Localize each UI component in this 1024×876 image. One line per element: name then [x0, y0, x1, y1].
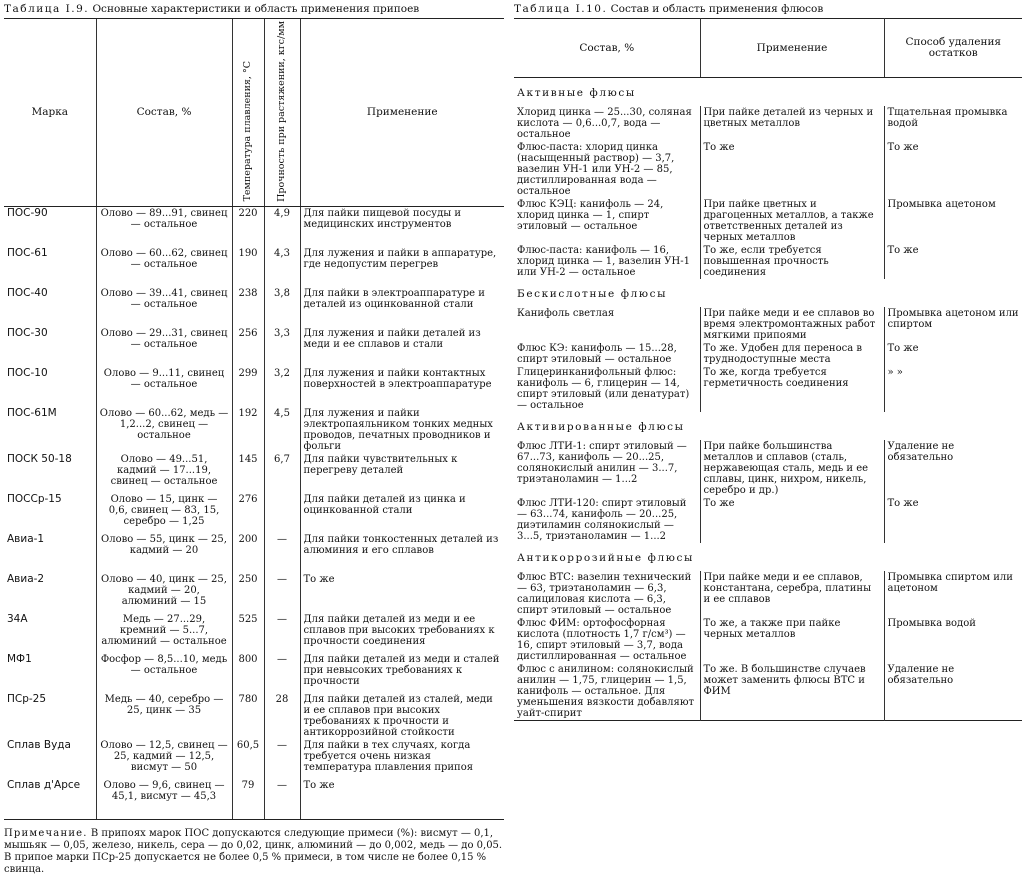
solder-strength: 6,7	[264, 453, 300, 493]
header-mark: Марка	[4, 19, 96, 207]
flux-row	[514, 106, 1022, 141]
solder-strength: 4,9	[264, 206, 300, 247]
flux-section-row	[514, 78, 1022, 107]
flux-section-row	[514, 412, 1022, 440]
flux-composition: Флюс КЭ: канифоль — 15...28, спирт этиловый — остальное	[517, 343, 677, 365]
solder-mark: ПОСК 50-18	[7, 452, 72, 465]
flux-removal: То же	[884, 342, 1022, 366]
flux-row	[514, 141, 1022, 198]
solder-application: Для пайки тонкостенных деталей из алюминия и его сплавов	[300, 533, 504, 573]
solder-melting-temp: 800	[232, 653, 264, 693]
flux-table-header	[514, 19, 1022, 78]
solder-application: Для пайки деталей из меди и сталей при невысоких требованиях к прочности	[300, 653, 504, 693]
solder-strength: —	[264, 533, 300, 573]
flux-application: То же, когда требуется герметичность соединения	[700, 366, 884, 412]
solder-application: То же	[300, 573, 504, 613]
solder-application: Для лужения и пайки деталей из меди и ее сплавов и стали	[300, 327, 504, 367]
flux-removal: Удаление не обязательно	[884, 663, 1022, 721]
solder-mark: ПОС-10	[7, 366, 48, 379]
header-melting-temp-label: Температура плавления, °С	[242, 61, 253, 202]
solder-application: То же	[300, 779, 504, 820]
flux-application: При пайке цветных и драгоценных металлов, а также ответственных деталей из черных металлов	[700, 198, 884, 244]
solder-mark: ПОС-61	[7, 246, 48, 259]
flux-row	[514, 198, 1022, 244]
solder-row	[4, 453, 504, 493]
solder-composition: Олово — 39...41, свинец — остальное	[96, 287, 232, 327]
flux-composition: Флюс-паста: канифоль — 16, хлорид цинка — 1, вазелин УН-1 или УН-2 — остальное	[517, 245, 690, 278]
solder-composition: Олово — 55, цинк — 25, кадмий — 20	[96, 533, 232, 573]
flux-removal: То же	[884, 244, 1022, 279]
solder-composition: Олово — 12,5, свинец — 25, кадмий — 12,5, висмут — 50	[96, 739, 232, 779]
solder-application: Для лужения и пайки в аппаратуре, где недопустим перегрев	[300, 247, 504, 287]
flux-removal: То же	[884, 141, 1022, 198]
solder-row	[4, 493, 504, 533]
flux-removal: » »	[884, 366, 1022, 412]
solder-mark: ПОС-61М	[7, 406, 57, 419]
flux-application: При пайке меди и ее сплавов, константана, серебра, платины и ее сплавов	[700, 571, 884, 617]
flux-removal: Промывка водой	[884, 617, 1022, 663]
solder-strength: 4,5	[264, 407, 300, 453]
solder-row	[4, 287, 504, 327]
solder-mark: МФ1	[7, 652, 32, 665]
flux-application: При пайке меди и ее сплавов во время электромонтажных работ мягкими припоями	[700, 307, 884, 342]
solder-melting-temp: 79	[232, 779, 264, 820]
solder-row	[4, 206, 504, 247]
solder-composition: Олово — 89...91, свинец — остальное	[96, 206, 232, 247]
flux-removal: Промывка спиртом или ацетоном	[884, 571, 1022, 617]
solder-melting-temp: 780	[232, 693, 264, 739]
flux-header-removal: Способ удаления остатков	[884, 19, 1022, 78]
flux-composition: Флюс ФИМ: ортофосфорная кислота (плотность 1,7 г/см³) — 16, спирт этиловый — 3,7, вода дистиллированная — остальное	[517, 618, 687, 662]
flux-row	[514, 617, 1022, 663]
solder-application: Для лужения и пайки контактных поверхностей в электроаппаратуре	[300, 367, 504, 407]
solder-melting-temp: 276	[232, 493, 264, 533]
solder-application: Для пайки деталей из сталей, меди и ее сплавов при высоких требованиях к прочности и антикоррозийной стойкости	[300, 693, 504, 739]
solder-strength: —	[264, 573, 300, 613]
solder-composition: Олово — 40, цинк — 25, кадмий — 20, алюминий — 15	[96, 573, 232, 613]
solder-strength: 3,8	[264, 287, 300, 327]
solder-composition: Олово — 9...11, свинец — остальное	[96, 367, 232, 407]
solder-mark: 34А	[7, 612, 28, 625]
flux-row	[514, 663, 1022, 721]
solder-row	[4, 573, 504, 613]
solder-application: Для пайки в тех случаях, когда требуется очень низкая температура плавления припоя	[300, 739, 504, 779]
solder-strength: 3,3	[264, 327, 300, 367]
flux-section-title: Активные флюсы	[517, 87, 636, 99]
solder-row	[4, 613, 504, 653]
note-text: В припоях марок ПОС допускаются следующие примеси (%): висмут — 0,1, мышьяк — 0,05, железо, никель, сера — до 0,02, цинк, алюминий — до 0,002, медь — до 0,05. В припое марки ПСр-25 допускается не более 0,5 % примеси, в том числе не более 0,15 % свинца.	[4, 827, 503, 875]
solder-strength: —	[264, 653, 300, 693]
flux-application: То же, а также при пайке черных металлов	[700, 617, 884, 663]
flux-header-application: Применение	[700, 19, 884, 78]
table-1-10-title: Состав и область применения флюсов	[610, 3, 824, 15]
solder-mark: ПОС-90	[7, 206, 48, 219]
flux-section-title: Активированные флюсы	[517, 421, 685, 433]
solder-application: Для пайки деталей из меди и ее сплавов при высоких требованиях к прочности соединения	[300, 613, 504, 653]
solder-application: Для пайки в электроаппаратуре и деталей из оцинкованной стали	[300, 287, 504, 327]
flux-application: При пайке деталей из черных и цветных металлов	[700, 106, 884, 141]
flux-composition: Хлорид цинка — 25...30, соляная кислота — 0,6...0,7, вода — остальное	[517, 107, 692, 140]
table-1-9-note	[4, 828, 504, 876]
flux-row	[514, 307, 1022, 342]
solder-melting-temp: 525	[232, 613, 264, 653]
flux-composition: Канифоль светлая	[517, 308, 615, 319]
solder-strength: —	[264, 739, 300, 779]
solder-strength: —	[264, 779, 300, 820]
solder-melting-temp: 250	[232, 573, 264, 613]
flux-row	[514, 497, 1022, 543]
solder-melting-temp: 238	[232, 287, 264, 327]
flux-header-composition: Состав, %	[514, 19, 700, 78]
solder-strength: —	[264, 613, 300, 653]
solder-row	[4, 367, 504, 407]
solder-row	[4, 779, 504, 820]
solder-strength	[264, 493, 300, 533]
flux-table-body	[514, 78, 1022, 721]
flux-section-title: Антикоррозийные флюсы	[517, 552, 694, 564]
solder-mark: Сплав д'Арсе	[4, 779, 96, 820]
solder-melting-temp: 299	[232, 367, 264, 407]
flux-composition: Флюс КЭЦ: канифоль — 24, хлорид цинка — 1, спирт этиловый — остальное	[517, 199, 664, 232]
flux-application: При пайке большинства металлов и сплавов (сталь, нержавеющая сталь, медь и ее сплавы, цинк, нихром, никель, серебро и др.)	[700, 440, 884, 497]
solder-strength: 28	[264, 693, 300, 739]
flux-row	[514, 571, 1022, 617]
solder-row	[4, 533, 504, 573]
table-1-9-number: Таблица I.9.	[4, 3, 90, 15]
header-application: Применение	[300, 19, 504, 207]
flux-table	[514, 18, 1022, 721]
solder-composition: Фосфор — 8,5...10, медь — остальное	[96, 653, 232, 693]
solder-mark: Авиа-2	[7, 572, 45, 585]
solder-row	[4, 693, 504, 739]
solder-composition: Олово — 15, цинк — 0,6, свинец — 83, 15, серебро — 1,25	[96, 493, 232, 533]
solder-melting-temp: 145	[232, 453, 264, 493]
flux-composition: Глицеринканифольный флюс: канифоль — 6, глицерин — 14, спирт этиловый (или денатурат) — остальное	[517, 367, 690, 411]
flux-application: То же. В большинстве случаев может заменить флюсы ВТС и ФИМ	[700, 663, 884, 721]
solder-mark: ПСр-25	[7, 692, 47, 705]
flux-removal: Промывка ацетоном	[884, 198, 1022, 244]
header-tensile-strength	[264, 19, 300, 207]
solder-application: Для лужения и пайки электропаяльником тонких медных проводов, печатных проводников и фольги	[300, 407, 504, 453]
solder-row	[4, 247, 504, 287]
solder-composition: Олово — 60...62, медь — 1,2...2, свинец — остальное	[96, 407, 232, 453]
solder-table-body	[4, 206, 504, 819]
solder-table-header	[4, 19, 504, 207]
solder-row	[4, 327, 504, 367]
flux-application: То же	[700, 497, 884, 543]
solder-application: Для пайки чувствительных к перегреву деталей	[300, 453, 504, 493]
flux-composition: Флюс ЛТИ-1: спирт этиловый — 67...73, канифоль — 20...25, солянокислый анилин — 3...7, триэтаноламин — 1...2	[517, 441, 687, 485]
solder-melting-temp: 220	[232, 206, 264, 247]
solder-melting-temp: 192	[232, 407, 264, 453]
flux-row	[514, 440, 1022, 497]
flux-application: То же	[700, 141, 884, 198]
flux-section-row	[514, 279, 1022, 307]
solder-mark: ПОССр-15	[7, 492, 62, 505]
solder-composition: Олово — 29...31, свинец — остальное	[96, 327, 232, 367]
table-1-9-caption	[4, 2, 504, 18]
solder-strength: 4,3	[264, 247, 300, 287]
table-1-9-title: Основные характеристики и область применения припоев	[92, 3, 420, 15]
flux-removal: Удаление не обязательно	[884, 440, 1022, 497]
table-1-10-caption	[514, 2, 1022, 18]
solder-mark: Авиа-1	[7, 532, 45, 545]
flux-removal: То же	[884, 497, 1022, 543]
table-1-10-block	[514, 2, 1022, 721]
solder-table	[4, 18, 504, 820]
flux-composition: Флюс ВТС: вазелин технический — 63, триэтаноламин — 6,3, салициловая кислота — 6,3, спирт этиловый — остальное	[517, 572, 692, 616]
solder-composition: Медь — 40, серебро — 25, цинк — 35	[96, 693, 232, 739]
flux-composition: Флюс с анилином: солянокислый анилин — 1,75, глицерин — 1,5, канифоль — остальное. Для уменьшения вязкости добавляют уайт-спирит	[517, 664, 695, 719]
solder-composition: Медь — 27...29, кремний — 5...7, алюминий — остальное	[96, 613, 232, 653]
table-1-9-block	[4, 2, 504, 876]
solder-composition: Олово — 49...51, кадмий — 17...19, свинец — остальное	[96, 453, 232, 493]
table-1-10-number: Таблица I.10.	[514, 3, 608, 15]
solder-melting-temp: 190	[232, 247, 264, 287]
header-composition: Состав, %	[96, 19, 232, 207]
solder-melting-temp: 200	[232, 533, 264, 573]
flux-composition: Флюс-паста: хлорид цинка (насыщенный раствор) — 3,7, вазелин УН-1 или УН-2 — 85, дистиллированная вода — остальное	[517, 142, 675, 197]
solder-mark: ПОС-40	[7, 286, 48, 299]
flux-section-row	[514, 543, 1022, 571]
solder-application: Для пайки деталей из цинка и оцинкованной стали	[300, 493, 504, 533]
flux-row	[514, 366, 1022, 412]
flux-section-title: Бескислотные флюсы	[517, 288, 668, 300]
solder-mark: Сплав Вуда	[7, 738, 71, 751]
solder-composition: Олово — 9,6, свинец — 45,1, висмут — 45,3	[96, 779, 232, 820]
header-melting-temp	[232, 19, 264, 207]
header-tensile-strength-label: Прочность при растяжении, кгс/мм	[276, 21, 287, 202]
solder-row	[4, 407, 504, 453]
solder-melting-temp: 60,5	[232, 739, 264, 779]
solder-melting-temp: 256	[232, 327, 264, 367]
solder-row	[4, 653, 504, 693]
solder-row	[4, 739, 504, 779]
flux-row	[514, 244, 1022, 279]
flux-row	[514, 342, 1022, 366]
solder-composition: Олово — 60...62, свинец — остальное	[96, 247, 232, 287]
flux-application: То же. Удобен для переноса в труднодоступные места	[700, 342, 884, 366]
flux-removal: Тщательная промывка водой	[884, 106, 1022, 141]
solder-mark: ПОС-30	[7, 326, 48, 339]
note-lead: Примечание.	[4, 827, 88, 839]
flux-application: То же, если требуется повышенная прочность соединения	[700, 244, 884, 279]
solder-application: Для пайки пищевой посуды и медицинских инструментов	[300, 206, 504, 247]
flux-composition: Флюс ЛТИ-120: спирт этиловый — 63...74, канифоль — 20...25, диэтиламин солянокислый — 3...5, триэтаноламин — 1...2	[517, 498, 687, 542]
solder-strength: 3,2	[264, 367, 300, 407]
flux-removal: Промывка ацетоном или спиртом	[884, 307, 1022, 342]
